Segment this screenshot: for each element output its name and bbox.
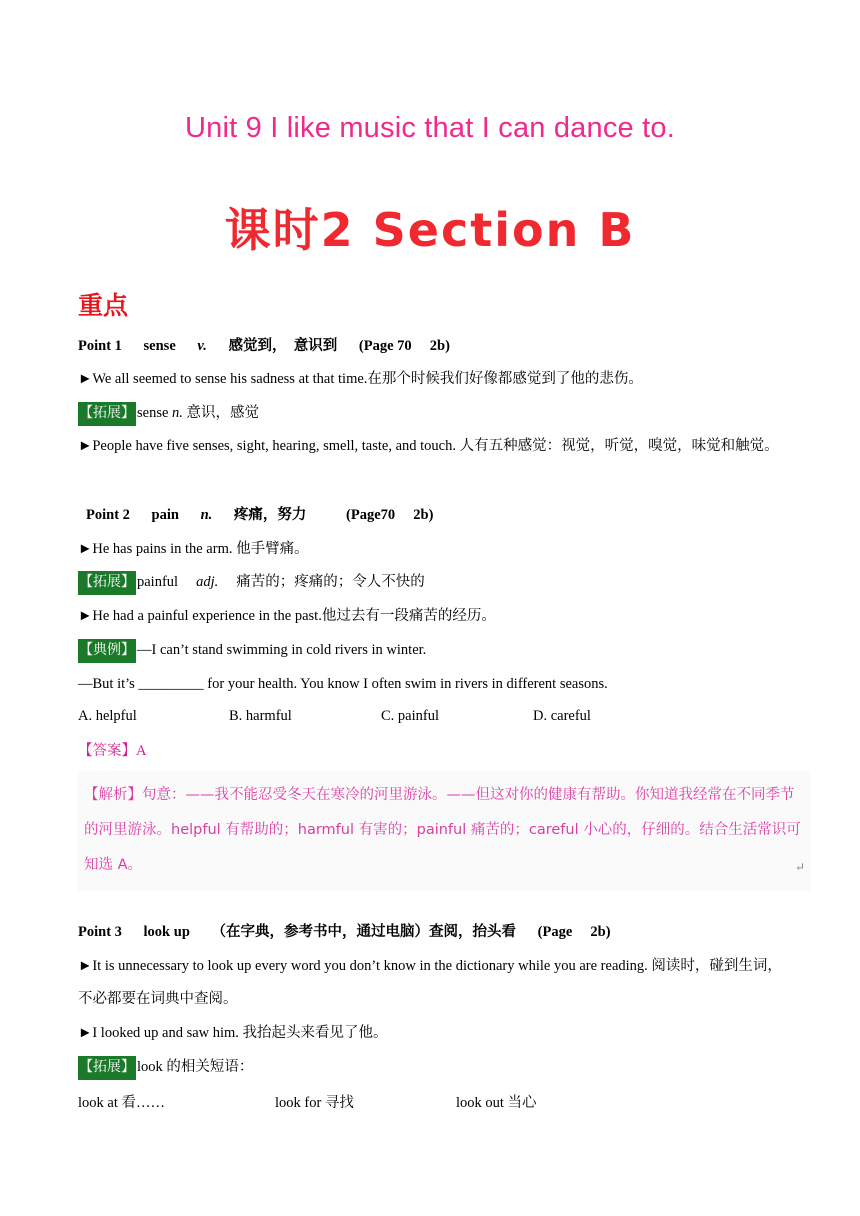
section-title: 课时2 Section B	[224, 203, 636, 257]
extend-tag: 【拓展】	[78, 402, 136, 426]
phrase-look-out: look out 当心	[456, 1095, 537, 1111]
point2-example-2: ►He had a painful experience in the past.他过去有一段痛苦的经历。	[78, 608, 496, 624]
point3-example-2: ►I looked up and saw him. 我抬起头来看见了他。	[78, 1025, 388, 1041]
point2-example-q1: 【典例】 —I can’t stand swimming in cold rivers in winter.	[78, 639, 426, 663]
phrase-look-for: look for 寻找	[275, 1095, 354, 1111]
return-mark: ↵	[795, 860, 806, 874]
key-points-heading: 重点	[78, 291, 129, 320]
point2-extend: 【拓展】 painful adj. 痛苦的；疼痛的；令人不快的	[78, 571, 425, 595]
point3-header: Point 3 look up （在字典，参考书中，通过电脑）查阅，抬头看 (Page 2b)	[78, 924, 611, 940]
point1-extend: 【拓展】 sense n. 意识，感觉	[78, 402, 259, 426]
point2-example-q2: —But it’s _________ for your health. You know I often swim in rivers in different seasons.	[78, 676, 608, 692]
option-d: D. careful	[533, 708, 591, 724]
point1-header: Point 1 sense v. 感觉到， 意识到 (Page 70 2b)	[78, 338, 450, 354]
analysis-box: 【解析】句意：——我不能忍受冬天在寒冷的河里游泳。——但这对你的健康有帮助。你知道我经常在不同季节的河里游泳。helpful 有帮助的；harmful 有害的；painful 痛苦的；careful 小心的，仔细的。结合生活常识可知选 A。	[78, 770, 810, 891]
lesson-title: Unit 9 I like music that I can dance to.	[185, 112, 675, 144]
extend-tag: 【拓展】	[78, 571, 136, 595]
point2-example-1: ►He has pains in the arm. 他手臂痛。	[78, 541, 309, 557]
phrase-look-at: look at 看……	[78, 1095, 165, 1111]
extend-tag: 【拓展】	[78, 1056, 136, 1080]
option-b: B. harmful	[229, 708, 292, 724]
option-a: A. helpful	[78, 708, 137, 724]
answer-line: 【答案】A	[78, 743, 147, 759]
point1-example-2: ►People have five senses, sight, hearing, smell, taste, and touch. 人有五种感觉：视觉，听觉，嗅觉，味觉和触觉。	[78, 438, 779, 454]
point1-example-1: ►We all seemed to sense his sadness at that time.在那个时候我们好像都感觉到了他的悲伤。	[78, 371, 643, 387]
point2-header: Point 2 pain n. 疼痛，努力 (Page70 2b)	[86, 507, 434, 523]
option-c: C. painful	[381, 708, 439, 724]
example-tag: 【典例】	[78, 639, 136, 663]
point3-extend: 【拓展】 look 的相关短语：	[78, 1056, 253, 1080]
point3-example-1: ►It is unnecessary to look up every word you don’t know in the dictionary while you are reading. 阅读时，碰到生词，不必都要在词典中查阅。	[78, 958, 782, 1007]
